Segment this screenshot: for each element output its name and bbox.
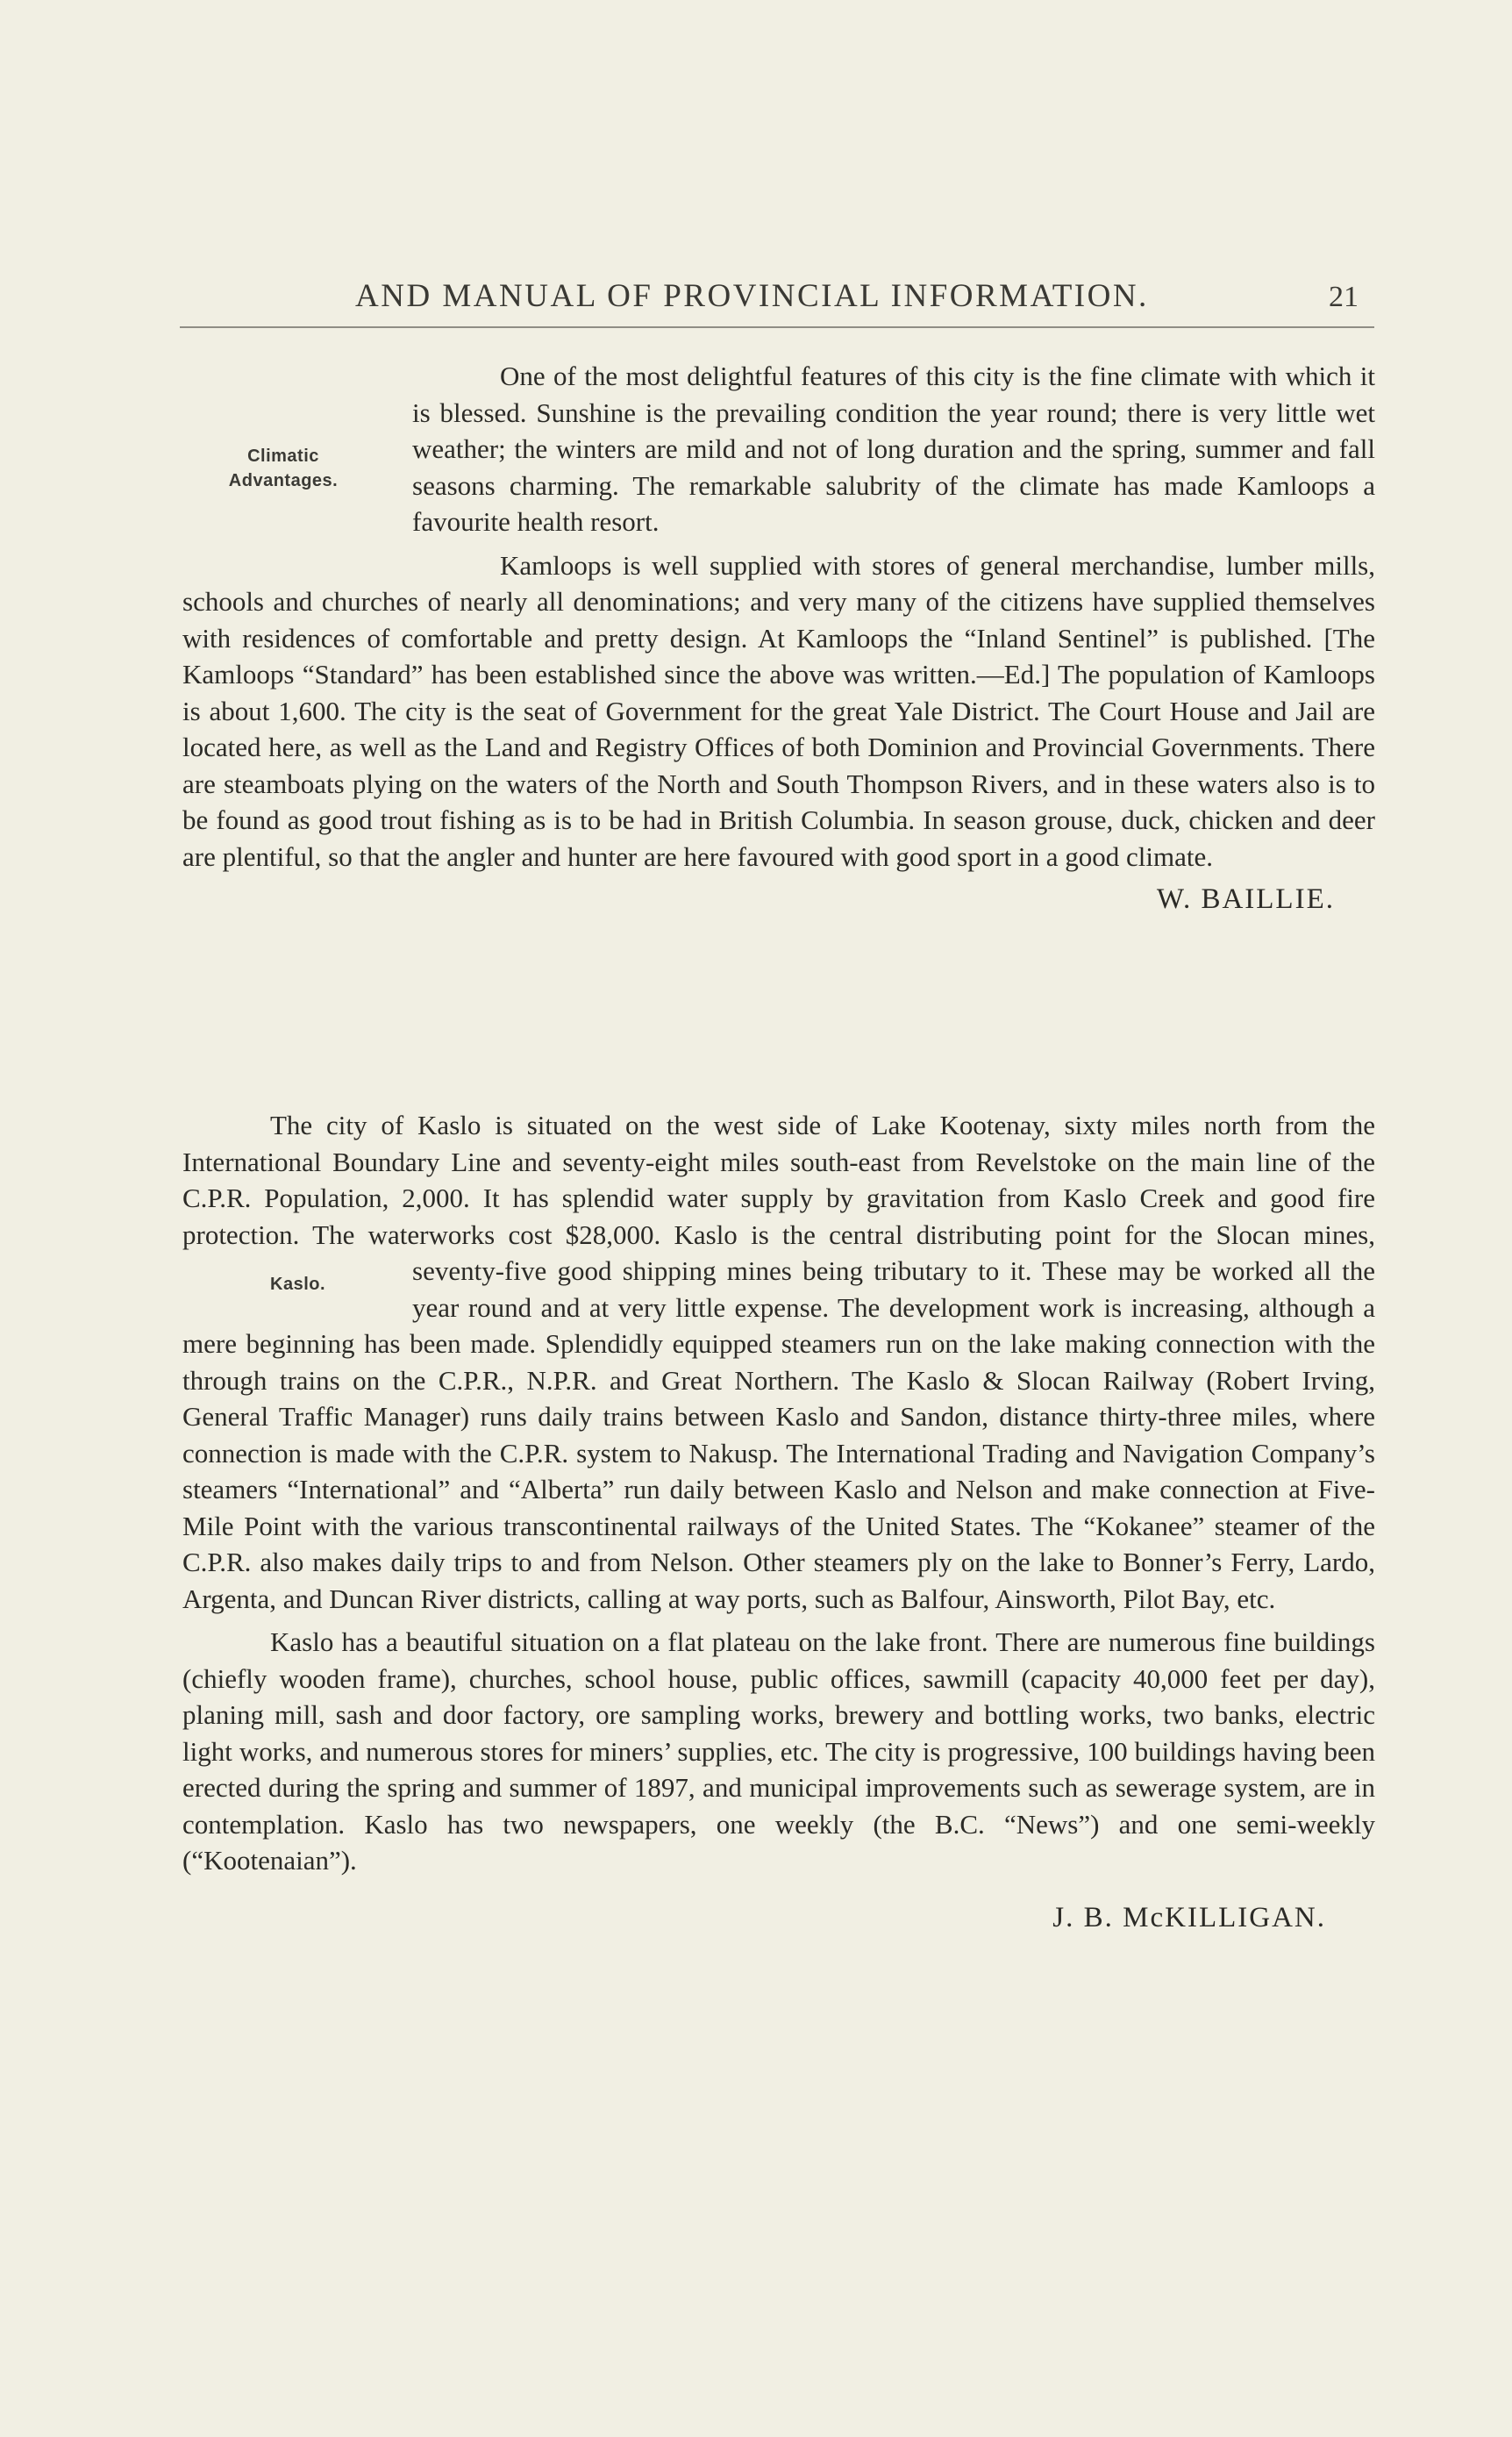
sidenote-line: Climatic: [247, 447, 319, 466]
kaslo-section: [182, 1107, 1375, 1937]
sidenote-kaslo: [182, 1253, 412, 1326]
sidenote-line: Advantages.: [228, 471, 339, 490]
page-number: 21: [1329, 281, 1359, 313]
paragraph: One of the most delightful features of this city is the fine climate with which it is blessed. Sunshine is the prevailing condition the year round; there is very little wet weather; the winters are mild and not of long duration and the spring, summer and fall seasons charming. The remarkable salubrity of the climate has made Kamloops a favourite health resort.: [412, 361, 1375, 537]
sidenote-line: Kaslo.: [270, 1275, 326, 1294]
signature-mckilligan: J. B. McKILLIGAN.: [1052, 1901, 1326, 1933]
header-rule: [180, 326, 1374, 328]
paragraph: Kaslo has a beautiful situation on a flat plateau on the lake front. There are numerous fine buildings (chiefly wooden frame), churches, school house, public offices, sawmill (capacity 40,000 feet per day), planing mill, sash and door factory, ore sampling works, brewery and bottling works, two banks, electric light works, and numerous stores for miners’ supplies, etc. The city is progressive, 100 buildings having been erected during the spring and summer of 1897, and municipal improvements such as sewerage system, are in contemplation. Kaslo has two newspapers, one weekly (the B.C. “News”) and one semi-weekly (“Kootenaian”).: [182, 1626, 1375, 1876]
paragraph-text: The city of Kaslo is situated on the west side of Lake Kootenay, sixty miles north from the International Boundary Line and seventy-eight miles south-east from Revelstoke on the main line of the C.P.R. Population, 2,000. It has splendid water supply by gravitation from Kaslo Creek and good fire protection. The waterworks cost $28,000. Kaslo is the central distributing point for the Slocan mines, seventy-five good shipping mines being tributary to it. These may Kaslo. be worked all the year round and at very little expense. The development work is increasing, although a mere beginning has been made. Splendidly equipped steamers run on the lake making connection with the through trains on the C.P.R., N.P.R. and Great Northern. The Kaslo & Slocan Railway (Robert Irving, General Traffic Manager) runs daily trains between Kaslo and Sandon, distance thirty-three miles, where connection is made with the C.P.R. system to Nakusp. The International Trading and Navigation Company’s steamers “International” and “Alberta” run daily between Kaslo and Nelson and make connection at Five-Mile Point with the various transcontinental railways of the United States. The “Kokanee” steamer of the C.P.R. also makes daily trips to and from Nelson. Other steamers ply on the lake to Bonner’s Ferry, Lardo, Argenta, and Duncan River districts, calling at way ports, such as Balfour, Ainsworth, Pilot Bay, etc.: [182, 1110, 1375, 1614]
signature-baillie: W. BAILLIE.: [1156, 883, 1335, 915]
sidenote-climatic-advantages: [182, 430, 412, 575]
kamloops-section: [182, 358, 1375, 918]
running-title: AND MANUAL OF PROVINCIAL INFORMATION.: [355, 278, 1149, 314]
running-head: [180, 274, 1374, 328]
paragraph: Kamloops is well supplied with stores of general merchandise, lumber mills, schools and churches of nearly all denominations; and very many of the citizens have supplied themselves with residences of comfortable and pretty design. At Kamloops the “Inland Sentinel” is published. [The Kamloops “Standard” has been established since the above was written.—Ed.] The population of Kamloops is about 1,600. The city is the seat of Government for the great Yale District. The Court House and Jail are located here, as well as the Land and Registry Offices of both Dominion and Provincial Governments. There are steamboats plying on the waters of the North and South Thompson Rivers, and in these waters also is to be found as good trout fishing as is to be had in British Columbia. In season grouse, duck, chicken and deer are plentiful, so that the angler and hunter are here favoured with good sport in a good climate.: [182, 549, 1375, 872]
paragraph: [182, 1107, 1375, 1617]
